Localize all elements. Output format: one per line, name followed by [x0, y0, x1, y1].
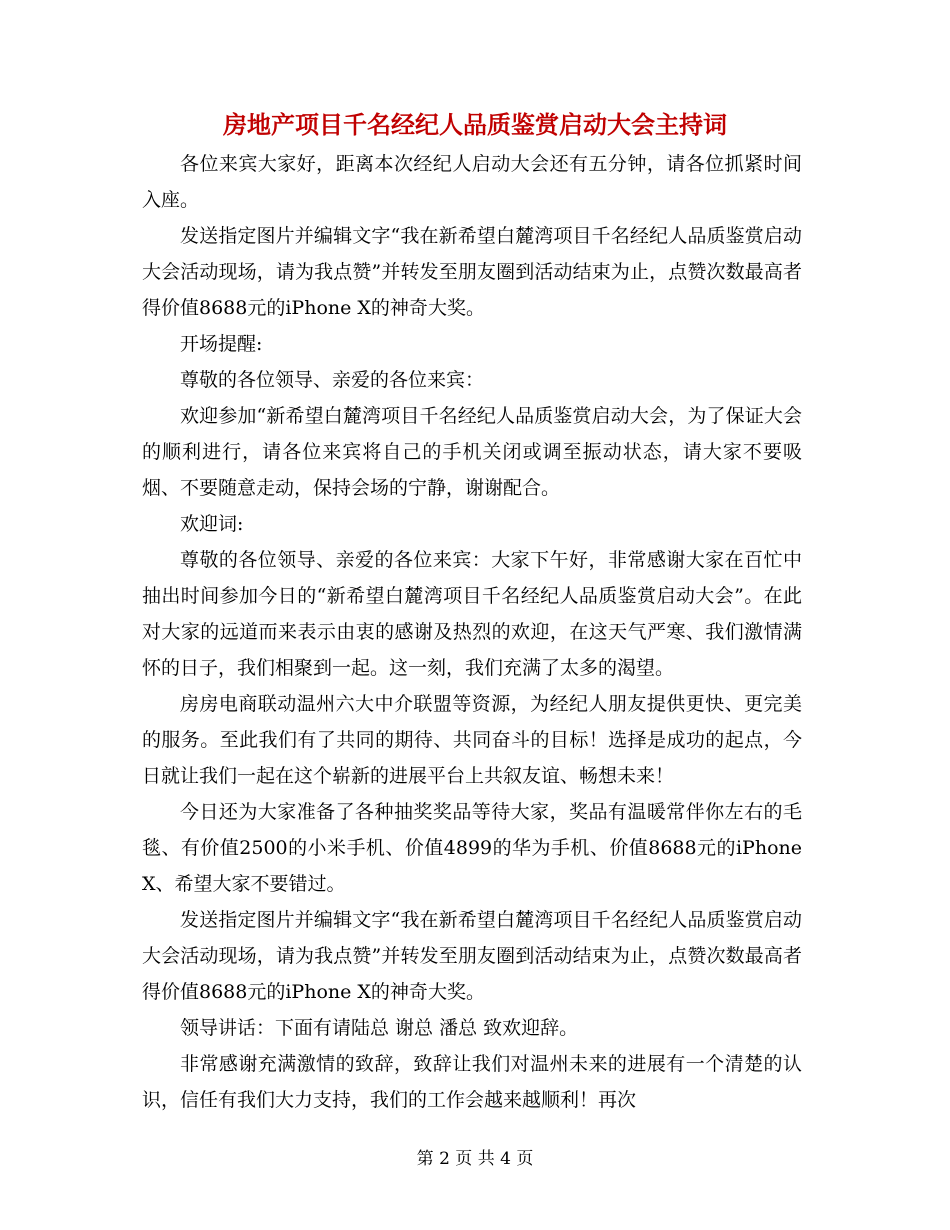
paragraph-1: 各位来宾大家好，距离本次经纪人启动大会还有五分钟，请各位抓紧时间入座。: [142, 153, 802, 211]
paragraph-9: 今日还为大家准备了各种抽奖奖品等待大家，奖品有温暖常伴你左右的毛毯、有价值2500的小米手机、价值4899的华为手机、价值8688元的iPhone X、希望大家不要错过。: [142, 801, 802, 895]
paragraph-8: 房房电商联动温州六大中介联盟等资源，为经纪人朋友提供更快、更完美的服务。至此我们有了共同的期待、共同奋斗的目标！选择是成功的起点，今日就让我们一起在这个崭新的进展平台上共叙友谊、畅想未来！: [142, 693, 802, 787]
document-title: 房地产项目千名经纪人品质鉴赏启动大会主持词: [223, 110, 727, 139]
paragraph-12: 非常感谢充满激情的致辞，致辞让我们对温州未来的进展有一个清楚的认识，信任有我们大力支持，我们的工作会越来越顺利！再次: [142, 1053, 802, 1111]
paragraph-5: 欢迎参加“新希望白麓湾项目千名经纪人品质鉴赏启动大会，为了保证大会的顺利进行，请各位来宾将自己的手机关闭或调至振动状态，请大家不要吸烟、不要随意走动，保持会场的宁静，谢谢配合。: [142, 405, 802, 499]
paragraph-10: 发送指定图片并编辑文字“我在新希望白麓湾项目千名经纪人品质鉴赏启动大会活动现场，请为我点赞”并转发至朋友圈到活动结束为止，点赞次数最高者得价值8688元的iPhone X的神奇大奖。: [142, 909, 802, 1003]
document-body: [142, 146, 802, 1118]
paragraph-4: 尊敬的各位领导、亲爱的各位来宾：: [180, 369, 485, 391]
paragraph-11: 领导讲话：下面有请陆总 谢总 潘总 致欢迎辞。: [180, 1017, 579, 1039]
paragraph-3: 开场提醒:: [180, 333, 263, 355]
paragraph-7: 尊敬的各位领导、亲爱的各位来宾：大家下午好，非常感谢大家在百忙中抽出时间参加今日的“新希望白麓湾项目千名经纪人品质鉴赏启动大会”。在此对大家的远道而来表示由衷的感谢及热烈的欢迎，在这天气严寒、我们激情满怀的日子，我们相聚到一起。这一刻，我们充满了太多的渴望。: [142, 549, 802, 679]
page-number-footer: 第 2 页 共 4 页: [416, 1149, 534, 1169]
paragraph-6: 欢迎词:: [180, 513, 244, 535]
paragraph-2: 发送指定图片并编辑文字“我在新希望白麓湾项目千名经纪人品质鉴赏启动大会活动现场，请为我点赞”并转发至朋友圈到活动结束为止，点赞次数最高者得价值8688元的iPhone X的神奇大奖。: [142, 225, 802, 319]
